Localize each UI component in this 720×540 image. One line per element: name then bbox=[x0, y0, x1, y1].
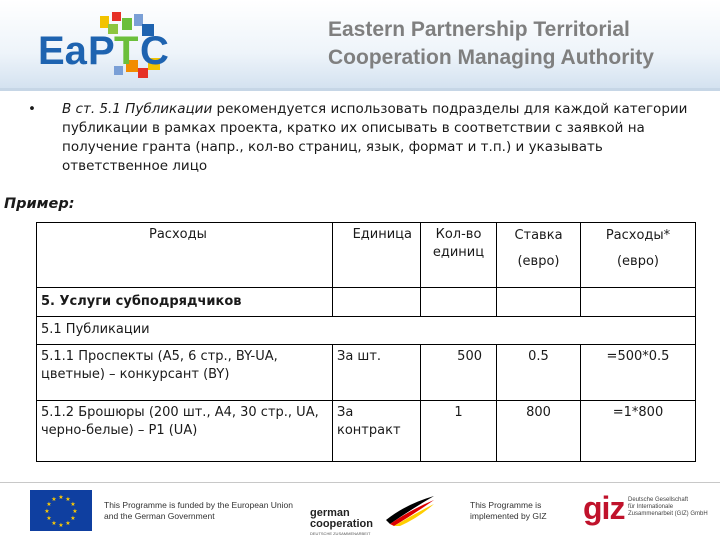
header-cost-label: Расходы* bbox=[605, 228, 671, 243]
header-cost-unit: (евро) bbox=[616, 254, 659, 269]
eu-funding-line1: This Programme is funded by the European Union bbox=[104, 500, 293, 510]
svg-text:★: ★ bbox=[46, 501, 52, 508]
header-qty: Кол-во единиц bbox=[421, 223, 497, 287]
table-row-rate: 800 bbox=[497, 401, 581, 461]
german-flag-swoosh-icon bbox=[384, 490, 436, 526]
eaptc-logo bbox=[36, 10, 176, 80]
giz-implement-text bbox=[470, 500, 547, 522]
budget-table bbox=[36, 222, 696, 462]
svg-text:★: ★ bbox=[65, 520, 71, 527]
table-row-unit: За контракт bbox=[333, 401, 421, 461]
svg-text:★: ★ bbox=[58, 494, 64, 501]
eu-funding-line2: and the German Government bbox=[104, 511, 215, 521]
svg-text:★: ★ bbox=[51, 496, 57, 503]
giz-org-line3: Zusammenarbeit (GIZ) GmbH bbox=[628, 511, 708, 517]
svg-text:★: ★ bbox=[72, 508, 78, 515]
table-row-name: 5.1.2 Брошюры (200 шт., А4, 30 стр., UA, черно-белые) – Р1 (UA) bbox=[37, 401, 333, 461]
svg-text:★: ★ bbox=[65, 496, 71, 503]
header-title bbox=[328, 16, 708, 72]
giz-org-line2: für Internationale bbox=[628, 504, 674, 510]
giz-implement-line1: This Programme is bbox=[470, 500, 542, 510]
german-coop-sub: DEUTSCHE ZUSAMMENARBEIT bbox=[310, 531, 371, 536]
header-cost bbox=[581, 223, 695, 287]
header-title-line2: Cooperation Managing Authority bbox=[328, 46, 654, 69]
svg-text:★: ★ bbox=[44, 508, 50, 515]
svg-text:T: T bbox=[114, 29, 139, 73]
section-row-divider-2 bbox=[421, 287, 497, 317]
header-rate-label: Ставка bbox=[514, 228, 563, 243]
table-row-qty: 1 bbox=[421, 401, 497, 461]
table-row-unit: За шт. bbox=[333, 345, 421, 401]
svg-text:★: ★ bbox=[70, 515, 76, 522]
eu-flag-icon bbox=[30, 490, 92, 531]
german-cooperation-logo bbox=[300, 486, 440, 536]
header-rate bbox=[497, 223, 581, 287]
table-row-cost: =500*0.5 bbox=[581, 345, 695, 401]
svg-text:★: ★ bbox=[46, 515, 52, 522]
subsection-row: 5.1 Публикации bbox=[37, 317, 695, 345]
footer-divider bbox=[0, 482, 720, 483]
section-row-divider-3 bbox=[497, 287, 581, 317]
section-row: 5. Услуги субподрядчиков bbox=[37, 287, 333, 317]
header-divider bbox=[0, 88, 720, 91]
bullet-lead: В ст. 5.1 Публикации bbox=[62, 101, 213, 117]
giz-org-line1: Deutsche Gesellschaft bbox=[628, 497, 689, 503]
header-unit: Единица bbox=[333, 223, 421, 287]
svg-text:C: C bbox=[140, 29, 169, 73]
table-row-rate: 0.5 bbox=[497, 345, 581, 401]
svg-text:★: ★ bbox=[58, 522, 64, 529]
bullet-text bbox=[62, 100, 702, 176]
section-row-divider-1 bbox=[333, 287, 421, 317]
german-coop-title: german cooperation bbox=[310, 507, 373, 530]
giz-logo: giz bbox=[583, 490, 625, 526]
eu-funding-text bbox=[104, 500, 293, 522]
slide-header bbox=[0, 0, 720, 88]
header-rate-unit: (евро) bbox=[517, 254, 560, 269]
header-title-line1: Eastern Partnership Territorial bbox=[328, 18, 630, 41]
giz-implement-line2: implemented by GIZ bbox=[470, 511, 547, 521]
table-row-cost: =1*800 bbox=[612, 405, 664, 420]
table-row-name: 5.1.1 Проспекты (А5, 6 стр., BY-UA, цветные) – конкурсант (BY) bbox=[37, 345, 333, 401]
svg-text:★: ★ bbox=[51, 520, 57, 527]
example-label: Пример: bbox=[4, 196, 75, 212]
svg-text:★: ★ bbox=[70, 501, 76, 508]
table-row-qty: 500 bbox=[421, 345, 497, 401]
giz-org-name bbox=[628, 497, 708, 518]
svg-text:P: P bbox=[88, 29, 115, 73]
bullet-body: рекомендуется использовать подразделы для каждой категории публикации в рамках проекта, кратко их описывать в соответствии с заявкой на получение гранта (напр., кол-во страниц, язык, формат и т.п.) и указывать ответственное лицо bbox=[62, 101, 688, 174]
header-expenses: Расходы bbox=[37, 223, 333, 287]
bullet-mark: • bbox=[28, 101, 36, 117]
svg-text:Ea: Ea bbox=[38, 29, 87, 73]
